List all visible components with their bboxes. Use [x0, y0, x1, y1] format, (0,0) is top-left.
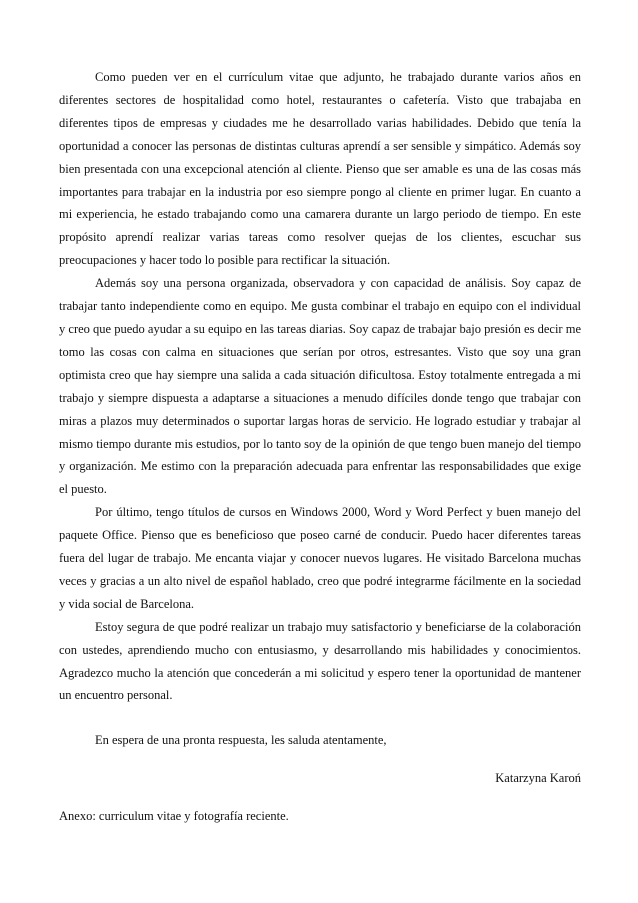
paragraph-skills: Además soy una persona organizada, observadora y con capacidad de análisis. Soy capaz de trabajar tanto independiente como en equipo. Me gusta combinar el trabajo en equipo con el individual y creo que puedo ayudar a su equipo en las tareas diarias. Soy capaz de trabajar bajo presión es decir me tomo las cosas con calma en situaciones que serían por otros, estresantes. Visto que soy una gran optimista creo que hay siempre una salida a cada situación dificultosa. Estoy totalmente entregada a mi trabajo y siempre dispuesta a adaptarse a situaciones a menudo difíciles donde tengo que trabajar con miras a plazos muy determinados o suportar largas horas de servicio. He logrado estudiar y trabajar al mismo tiempo durante mis estudios, por lo tanto soy de la opinión de que tengo buen manejo del tiempo y organización. Me estimo con la preparación adecuada para enfrentar las responsabilidades que exige el puesto. — [59, 276, 581, 497]
letter-page — [59, 66, 581, 828]
annex-note: Anexo: curriculum vitae y fotografía reciente. — [59, 809, 289, 824]
paragraph-conclusion: Estoy segura de que podré realizar un trabajo muy satisfactorio y beneficiarse de la colaboración con ustedes, aprendiendo mucho con entusiasmo, y desarrollando mis habilidades y conocimientos. Agradezco mucho la atención que concederán a mi solicitud y espero tener la oportunidad de mantener un encuentro personal. — [59, 619, 581, 703]
paragraph-experience: Como pueden ver en el currículum vitae que adjunto, he trabajado durante varios años en diferentes sectores de hospitalidad como hotel, restaurantes o cafetería. Visto que trabajaba en diferentes tipos de empresas y ciudades me he desarrollado varias habilidades. Debido que tenía la oportunidad a conocer las personas de distintas culturas aprendí a ser sensible y simpático. Además soy bien presentada con una excepcional atención al cliente. Pienso que ser amable es una de las cosas más importantes para trabajar en la industria por eso siempre pongo al cliente en primer lugar. En cuanto a mi experiencia, he estado trabajando como una camarera durante un largo periodo de tiempo. En este propósito aprendí realizar varias tareas como resolver quejas de los clientes, escuchar sus preocupaciones y hacer todo lo posible para rectificar la situación. — [59, 70, 581, 268]
closing-line: En espera de una pronta respuesta, les saluda atentamente, — [95, 733, 387, 748]
signature-name: Katarzyna Karoń — [495, 771, 581, 786]
paragraph-courses: Por último, tengo títulos de cursos en Windows 2000, Word y Word Perfect y buen manejo del paquete Office. Pienso que es beneficioso que poseo carné de conducir. Puedo hacer diferentes tareas fuera del lugar de trabajo. Me encanta viajar y conocer nuevos lugares. He visitado Barcelona muchas veces y gracias a un alto nivel de español hablado, creo que podré integrarme fácilmente en la sociedad y vida social de Barcelona. — [59, 505, 581, 611]
